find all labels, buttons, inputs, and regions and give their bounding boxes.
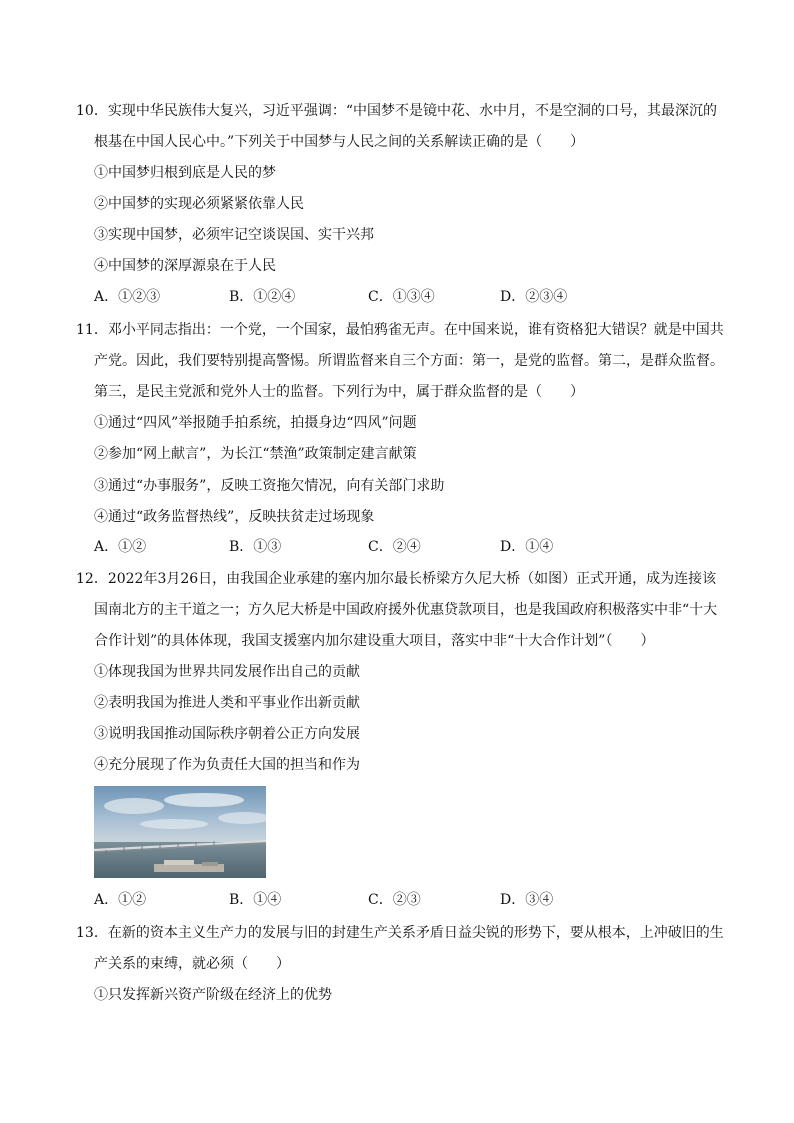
question-12-choice-d[interactable]: D．③④ [500, 892, 554, 908]
question-11-item-3: ③通过“办事服务”，反映工资拖欠情况，向有关部门求助 [94, 478, 445, 494]
question-13-stem-line-1: 13．在新的资本主义生产力的发展与旧的封建生产关系矛盾日益尖锐的形势下，要从根本，上冲破旧的生 [76, 925, 724, 941]
question-12-stem-line-1: 12．2022年3月26日，由我国企业承建的塞内加尔最长桥梁方久尼大桥（如图）正式开通，成为连接该 [76, 571, 717, 587]
question-12-stem-line-2: 国南北方的主干道之一；方久尼大桥是中国政府援外优惠贷款项目，也是我国政府积极落实中非“十大 [94, 602, 718, 618]
question-12-choice-a[interactable]: A．①② [94, 892, 147, 908]
question-10-item-2: ②中国梦的实现必须紧紧依靠人民 [94, 196, 304, 212]
question-10-stem-line-1: 10．实现中华民族伟大复兴，习近平强调：“中国梦不是镜中花、水中月，不是空洞的口号，其最深沉的 [76, 103, 717, 119]
question-11-choice-a[interactable]: A．①② [94, 539, 147, 555]
question-13-item-1: ①只发挥新兴资产阶级在经济上的优势 [94, 987, 332, 1003]
question-10-choice-c[interactable]: C．①③④ [368, 289, 435, 305]
question-12-choice-c[interactable]: C．②③ [368, 892, 421, 908]
question-12-item-2: ②表明我国为推进人类和平事业作出新贡献 [94, 695, 360, 711]
question-11-stem-line-3: 第三，是民主党派和党外人士的监督。下列行为中，属于群众监督的是（ ） [94, 384, 584, 400]
question-12-item-1: ①体现我国为世界共同发展作出自己的贡献 [94, 664, 360, 680]
bridge-photo-image [94, 786, 266, 878]
bridge-photo [94, 786, 266, 878]
question-11-choice-c[interactable]: C．②④ [368, 539, 421, 555]
question-12-item-3: ③说明我国推动国际秩序朝着公正方向发展 [94, 726, 360, 742]
question-10-choice-a[interactable]: A．①②③ [94, 289, 161, 305]
question-11-stem-line-2: 产党。因此，我们要特别提高警惕。所谓监督来自三个方面：第一，是党的监督。第二，是群众监督。 [94, 353, 724, 369]
question-10-choice-b[interactable]: B．①②④ [229, 289, 296, 305]
question-11-choice-b[interactable]: B．①③ [229, 539, 282, 555]
question-11-stem-line-1: 11．邓小平同志指出：一个党，一个国家，最怕鸦雀无声。在中国来说，谁有资格犯大错误？就是中国共 [76, 322, 724, 338]
question-10-choice-d[interactable]: D．②③④ [500, 289, 568, 305]
question-11-item-2: ②参加“网上献言”，为长江“禁渔”政策制定建言献策 [94, 446, 417, 462]
question-10-stem-line-2: 根基在中国人民心中。”下列关于中国梦与人民之间的关系解读正确的是（ ） [94, 134, 585, 150]
question-13-stem-line-2: 产关系的束缚，就必须（ ） [94, 956, 290, 972]
question-11-choice-d[interactable]: D．①④ [500, 539, 554, 555]
question-11-item-4: ④通过“政务监督热线”，反映扶贫走过场现象 [94, 509, 375, 525]
question-10-item-4: ④中国梦的深厚源泉在于人民 [94, 258, 276, 274]
question-10-item-3: ③实现中国梦，必须牢记空谈误国、实干兴邦 [94, 227, 374, 243]
question-11-item-1: ①通过“四风”举报随手拍系统，拍摄身边“四风”问题 [94, 415, 417, 431]
question-12-choice-b[interactable]: B．①④ [229, 892, 282, 908]
question-12-item-4: ④充分展现了作为负责任大国的担当和作为 [94, 757, 360, 773]
question-10-item-1: ①中国梦归根到底是人民的梦 [94, 165, 276, 181]
question-12-stem-line-3: 合作计划”的具体体现，我国支援塞内加尔建设重大项目，落实中非“十大合作计划”（ ） [94, 633, 655, 649]
